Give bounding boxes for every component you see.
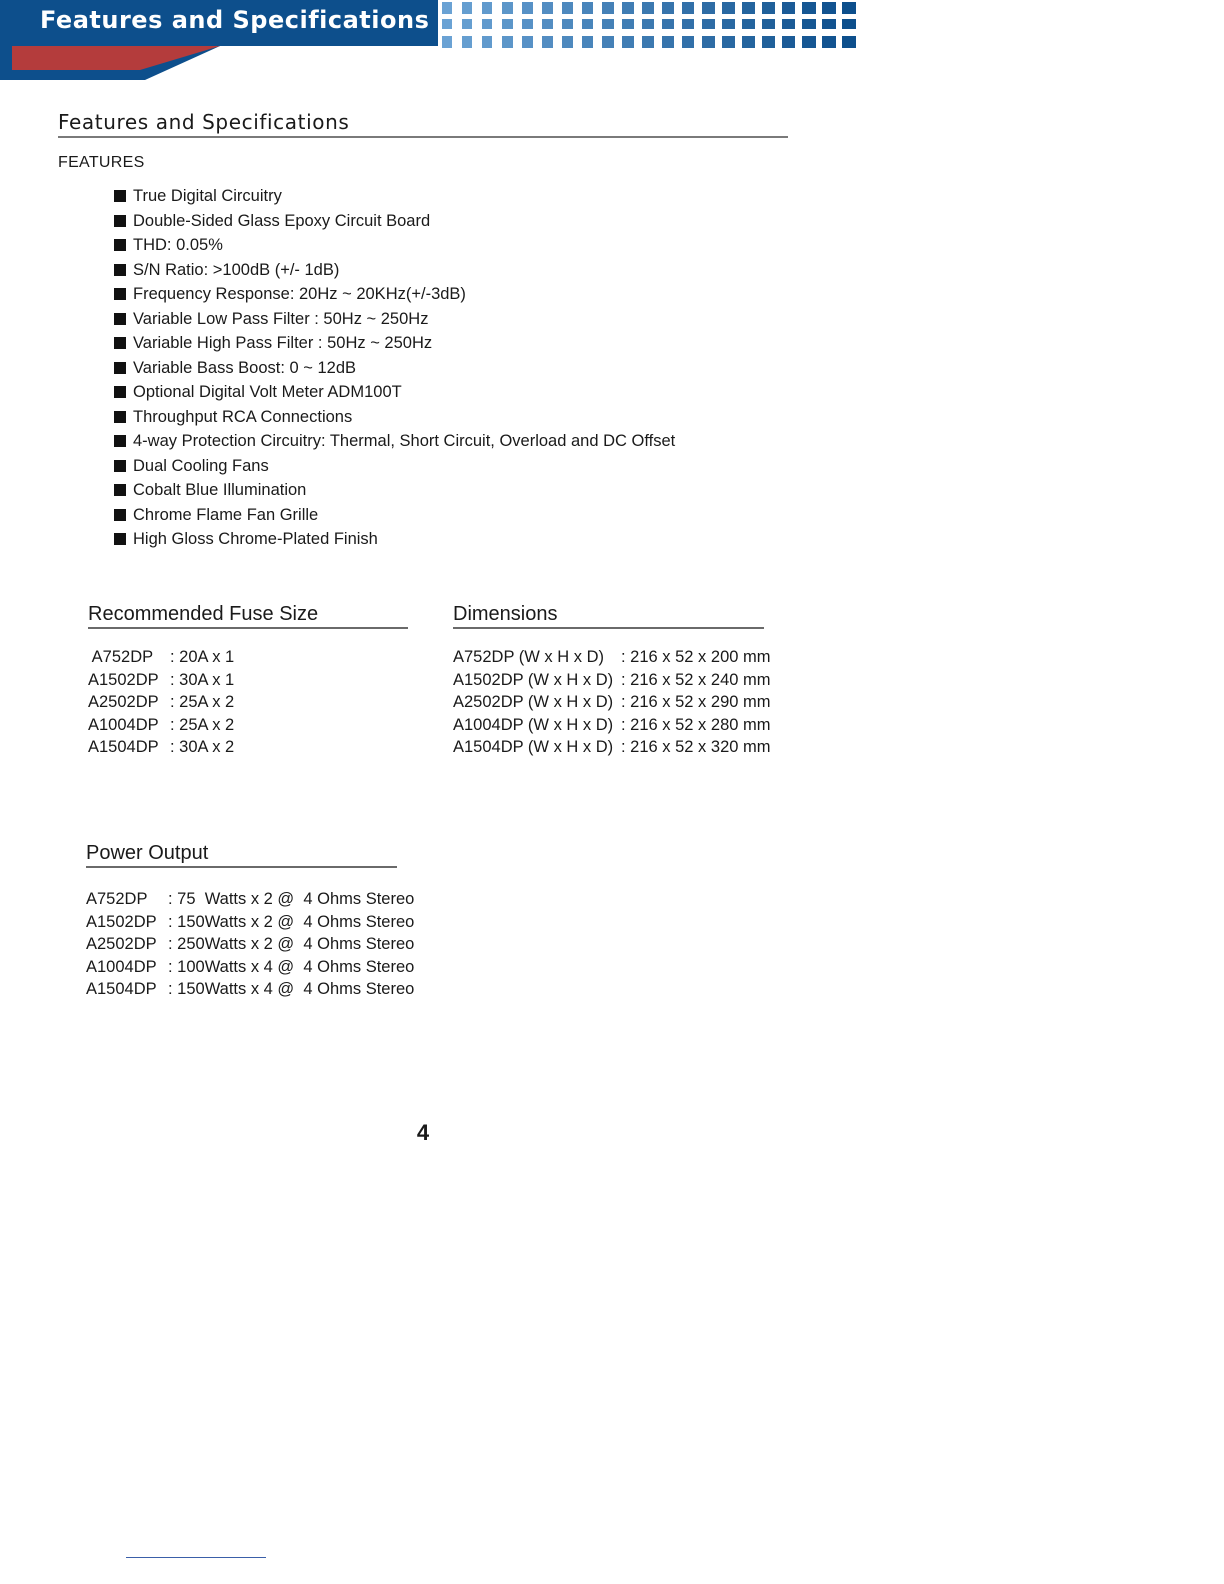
fuse-value: : 20A x 1 <box>170 648 235 666</box>
banner-tile <box>562 36 573 48</box>
list-item <box>88 646 234 669</box>
list-item <box>114 454 675 479</box>
list-item <box>114 478 675 503</box>
list-item <box>114 356 675 381</box>
fuse-value: : 30A x 2 <box>170 738 235 757</box>
header-banner <box>0 0 860 82</box>
banner-tile <box>642 36 654 48</box>
feature-text: Variable Bass Boost: 0 ~ 12dB <box>133 358 357 377</box>
fuse-value: : 25A x 2 <box>170 693 235 712</box>
banner-tile <box>582 36 593 48</box>
square-bullet-icon <box>114 411 126 423</box>
banner-tile <box>522 19 533 29</box>
banner-tile <box>702 36 715 48</box>
list-item <box>86 933 414 956</box>
list-item <box>86 956 414 979</box>
banner-tile-pattern <box>442 2 856 48</box>
features-heading: FEATURES <box>58 154 145 171</box>
model-name: A1004DP <box>88 715 159 734</box>
power-output-list <box>86 888 414 1001</box>
banner-tile <box>482 2 492 14</box>
feature-text: Throughput RCA Connections <box>133 407 353 426</box>
list-item <box>88 669 234 692</box>
fuse-size-list <box>88 646 234 759</box>
dimension-value: : 216 x 52 x 280 mm <box>621 715 771 734</box>
list-item <box>114 331 675 356</box>
feature-text: True Digital Circuitry <box>133 187 282 206</box>
banner-tile <box>622 36 634 48</box>
banner-tile <box>842 19 856 29</box>
banner-tile <box>442 19 452 29</box>
fuse-value: : 25A x 2 <box>170 715 235 734</box>
banner-tile <box>542 2 553 14</box>
feature-text: Variable Low Pass Filter : 50Hz ~ 250Hz <box>133 309 429 328</box>
banner-tile <box>622 2 634 14</box>
list-item <box>86 888 414 911</box>
feature-text: Optional Digital Volt Meter ADM100T <box>133 383 402 402</box>
square-bullet-icon <box>114 460 126 472</box>
feature-text: High Gloss Chrome-Plated Finish <box>133 530 378 549</box>
banner-tile <box>462 2 472 14</box>
page-number: 4 <box>416 1120 430 1145</box>
feature-text: THD: 0.05% <box>133 236 223 255</box>
list-item <box>114 380 675 405</box>
banner-tile <box>682 2 694 14</box>
model-name: A2502DP <box>86 935 157 954</box>
banner-tile <box>742 36 755 48</box>
list-item <box>114 307 675 332</box>
banner-tile <box>522 36 533 48</box>
banner-tile <box>822 19 836 29</box>
power-value: : 250Watts x 2 @ 4 Ohms Stereo <box>168 935 415 954</box>
feature-text: Variable High Pass Filter : 50Hz ~ 250Hz <box>133 334 433 353</box>
banner-tile <box>802 2 816 14</box>
banner-tile <box>562 19 573 29</box>
list-item <box>114 527 675 552</box>
banner-tile <box>762 36 775 48</box>
dimension-value: : 216 x 52 x 290 mm <box>621 693 771 712</box>
square-bullet-icon <box>114 264 126 276</box>
banner-tile <box>822 2 836 14</box>
power-value: : 150Watts x 4 @ 4 Ohms Stereo <box>168 980 415 999</box>
model-name: A1504DP <box>86 980 157 999</box>
power-value: : 150Watts x 2 @ 4 Ohms Stereo <box>168 912 415 931</box>
dimension-value: : 216 x 52 x 240 mm <box>621 670 771 689</box>
banner-tile <box>582 2 593 14</box>
banner-tile <box>642 2 654 14</box>
banner-tile <box>442 36 452 48</box>
banner-tile <box>502 2 513 14</box>
list-item <box>88 691 234 714</box>
model-name: A2502DP <box>88 693 159 712</box>
square-bullet-icon <box>114 533 126 545</box>
feature-text: Chrome Flame Fan Grille <box>133 505 319 524</box>
banner-tile <box>602 36 614 48</box>
footer-rule <box>126 1557 266 1558</box>
features-list <box>114 184 675 552</box>
banner-tile <box>502 19 513 29</box>
fuse-value: : 30A x 1 <box>170 670 235 689</box>
banner-tile <box>682 19 694 29</box>
banner-tile <box>602 19 614 29</box>
banner-tile <box>662 36 674 48</box>
list-item <box>453 646 771 669</box>
feature-text: Double-Sided Glass Epoxy Circuit Board <box>133 211 431 230</box>
square-bullet-icon <box>114 288 126 300</box>
list-item <box>114 429 675 454</box>
list-item <box>114 184 675 209</box>
banner-tile <box>662 19 674 29</box>
square-bullet-icon <box>114 239 126 251</box>
banner-tile <box>722 19 735 29</box>
model-dimensions-label: A1004DP (W x H x D) <box>453 715 614 734</box>
banner-tile <box>722 2 735 14</box>
model-dimensions-label: A2502DP (W x H x D) <box>453 693 614 712</box>
banner-tile <box>562 2 573 14</box>
power-output-title: Power Output <box>86 842 397 868</box>
banner-tile <box>582 19 593 29</box>
square-bullet-icon <box>114 435 126 447</box>
banner-tile <box>522 2 533 14</box>
model-dimensions-label: A1502DP (W x H x D) <box>453 670 614 689</box>
list-item <box>114 282 675 307</box>
fuse-size-title: Recommended Fuse Size <box>88 603 408 629</box>
banner-tile <box>682 36 694 48</box>
banner-tile <box>622 19 634 29</box>
banner-tile <box>462 19 472 29</box>
banner-tile <box>462 36 472 48</box>
feature-text: S/N Ratio: >100dB (+/- 1dB) <box>133 260 340 279</box>
list-item <box>114 209 675 234</box>
banner-tile <box>742 2 755 14</box>
model-dimensions-label: A752DP (W x H x D) <box>453 648 604 666</box>
banner-tile <box>802 36 816 48</box>
square-bullet-icon <box>114 215 126 227</box>
banner-tile <box>762 2 775 14</box>
banner-tile <box>602 2 614 14</box>
square-bullet-icon <box>114 190 126 202</box>
model-name: A1502DP <box>86 912 157 931</box>
dimensions-title: Dimensions <box>453 603 764 629</box>
dimension-value: : 216 x 52 x 200 mm <box>621 648 771 666</box>
banner-tile <box>762 19 775 29</box>
list-item <box>86 911 414 934</box>
model-name: A752DP <box>88 648 154 666</box>
feature-text: Cobalt Blue Illumination <box>133 481 307 500</box>
feature-text: Frequency Response: 20Hz ~ 20KHz(+/-3dB) <box>133 285 466 304</box>
banner-tile <box>642 19 654 29</box>
banner-title: Features and Specifications <box>40 6 430 34</box>
square-bullet-icon <box>114 386 126 398</box>
banner-tile <box>842 2 856 14</box>
page-title: Features and Specifications <box>58 110 788 138</box>
list-item <box>86 978 414 1001</box>
square-bullet-icon <box>114 337 126 349</box>
banner-tile <box>702 2 715 14</box>
feature-text: Dual Cooling Fans <box>133 456 269 475</box>
list-item <box>114 503 675 528</box>
model-name: A752DP <box>86 890 148 908</box>
banner-tile <box>542 36 553 48</box>
banner-tile <box>442 2 452 14</box>
list-item <box>114 258 675 283</box>
square-bullet-icon <box>114 484 126 496</box>
list-item <box>453 736 771 759</box>
banner-tile <box>482 19 492 29</box>
list-item <box>453 691 771 714</box>
model-name: A1502DP <box>88 670 159 689</box>
dimension-value: : 216 x 52 x 320 mm <box>621 738 771 757</box>
banner-tile <box>782 2 795 14</box>
banner-tile <box>502 36 513 48</box>
banner-tile <box>802 19 816 29</box>
banner-tile <box>782 36 795 48</box>
list-item <box>114 233 675 258</box>
banner-tile <box>822 36 836 48</box>
banner-tile <box>542 19 553 29</box>
banner-tile <box>702 19 715 29</box>
square-bullet-icon <box>114 313 126 325</box>
banner-tile <box>722 36 735 48</box>
list-item <box>88 714 234 737</box>
banner-tile <box>782 19 795 29</box>
model-dimensions-label: A1504DP (W x H x D) <box>453 738 614 757</box>
feature-text: 4-way Protection Circuitry: Thermal, Short Circuit, Overload and DC Offset <box>133 432 676 451</box>
square-bullet-icon <box>114 509 126 521</box>
list-item <box>453 669 771 692</box>
power-value: : 100Watts x 4 @ 4 Ohms Stereo <box>168 957 415 976</box>
banner-tile <box>842 36 856 48</box>
dimensions-list <box>453 646 771 759</box>
model-name: A1004DP <box>86 957 157 976</box>
banner-tile <box>482 36 492 48</box>
list-item <box>88 736 234 759</box>
banner-tile <box>742 19 755 29</box>
model-name: A1504DP <box>88 738 159 757</box>
list-item <box>114 405 675 430</box>
banner-tile <box>662 2 674 14</box>
power-value: : 75 Watts x 2 @ 4 Ohms Stereo <box>168 890 415 908</box>
list-item <box>453 714 771 737</box>
square-bullet-icon <box>114 362 126 374</box>
